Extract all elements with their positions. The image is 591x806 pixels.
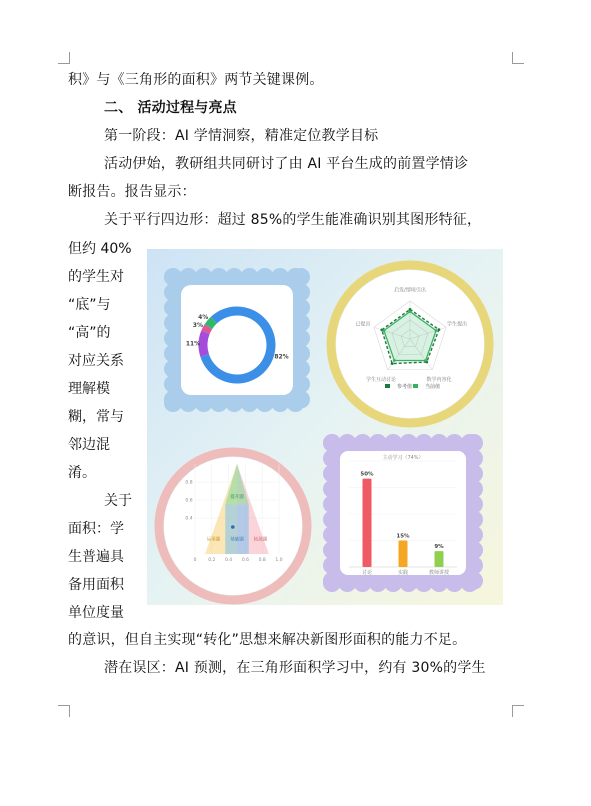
paragraph-line: 的意识，但自主实现“转化”思想来解决新图形面积的能力不足。 xyxy=(68,632,467,648)
side-text-line: 的学生对 xyxy=(68,269,124,285)
side-text-line: 理解模 xyxy=(68,381,110,397)
donut-label: 4% xyxy=(198,313,209,321)
crop-mark-top-left xyxy=(58,52,70,64)
bar-data-label: 15% xyxy=(396,533,410,540)
radar-point xyxy=(435,329,438,332)
y-tick-label: 0.8 xyxy=(185,480,193,486)
side-text-line: “高”的 xyxy=(68,325,111,341)
stage-title: 第一阶段：AI 学情洞察，精准定位教学目标 xyxy=(104,128,379,144)
panel-triangle xyxy=(159,452,307,600)
infographic-figure xyxy=(147,249,503,605)
region-label: 运用题 xyxy=(206,537,221,543)
x-tick-label: 讨论 xyxy=(361,570,373,576)
y-tick-label: 0.4 xyxy=(185,516,193,522)
legend-label: 参考值 xyxy=(397,384,413,390)
crop-mark-bottom-right xyxy=(512,705,524,717)
legend-swatch xyxy=(385,384,390,388)
panel-donut xyxy=(164,268,310,412)
bar xyxy=(363,479,372,567)
radar-axis-label: 启发/情境引出 xyxy=(394,287,426,294)
x-tick-label: 0 xyxy=(193,558,197,563)
panel-radar xyxy=(331,265,489,423)
paragraph-line: 断报告。报告显示： xyxy=(68,184,196,200)
region-label: 拓展题 xyxy=(253,537,268,543)
y-tick-label: 0.6 xyxy=(185,498,193,504)
x-tick-label: 0.2 xyxy=(208,558,216,563)
paragraph-line: 关于平行四边形：超过 85%的学生能准确识别其图形特征， xyxy=(104,212,482,228)
legend-swatch xyxy=(413,384,418,388)
radar-point xyxy=(393,359,396,362)
paragraph-line: 潜在误区：AI 预测，在三角形面积学习中，约有 30%的学生 xyxy=(104,660,486,676)
radar-axis-label: 学生提出 xyxy=(446,321,467,328)
side-text-line: 备用面积 xyxy=(68,577,124,593)
radar-point xyxy=(438,328,441,331)
donut-label: 11% xyxy=(185,340,201,348)
x-tick-label: 0.6 xyxy=(241,558,249,563)
x-tick-label: 0.4 xyxy=(225,558,233,563)
scatter-point xyxy=(231,525,235,529)
side-text-line: 关于 xyxy=(104,493,132,509)
side-text-line: 生普遍具 xyxy=(68,549,124,565)
radar-axis-label: 已提出 xyxy=(355,321,371,328)
triangle-region xyxy=(225,505,249,555)
bar xyxy=(399,541,408,568)
chart-title: 主动学习（74%） xyxy=(382,455,424,461)
region-label: 基础题 xyxy=(230,537,244,543)
side-text-line: 糊，常与 xyxy=(68,409,124,425)
crop-mark-bottom-left xyxy=(58,705,70,717)
donut-slice xyxy=(205,327,208,333)
radar-point xyxy=(424,359,427,362)
bar-data-label: 50% xyxy=(360,471,374,478)
side-text-line: 面积：学 xyxy=(68,521,124,537)
radar-axis-label: 学生互动讨论 xyxy=(365,376,396,383)
side-text-line: 但约 40% xyxy=(68,241,132,257)
bar-data-label: 9% xyxy=(434,544,444,551)
legend-label: 当前值 xyxy=(425,384,441,390)
side-text-line: 淆。 xyxy=(68,465,96,481)
donut-label: 82% xyxy=(274,353,289,361)
section-heading: 二、 活动过程与亮点 xyxy=(104,100,237,116)
region-label: 提升题 xyxy=(230,495,244,501)
text-line: 积》与《三角形的面积》两节关键课例。 xyxy=(68,72,324,88)
radar-point xyxy=(391,362,394,365)
radar-point xyxy=(409,310,412,313)
paragraph-line: 活动伊始，教研组共同研讨了由 AI 平台生成的前置学情诊 xyxy=(104,156,469,172)
radar-axis-label: 数学内容化 xyxy=(426,376,452,383)
side-text-line: 单位度量 xyxy=(68,605,124,621)
donut-label: 3% xyxy=(192,321,203,329)
side-text-line: “底”与 xyxy=(68,297,111,313)
x-tick-label: 实践 xyxy=(397,570,409,576)
radar-point xyxy=(383,329,386,332)
side-text-line: 对应关系 xyxy=(68,353,124,369)
x-tick-label: 0.8 xyxy=(258,558,266,563)
bar xyxy=(435,551,444,567)
x-tick-label: 1.0 xyxy=(275,558,283,563)
crop-mark-top-right xyxy=(512,52,524,64)
side-text-line: 邻边混 xyxy=(68,437,110,453)
donut-slice xyxy=(203,332,205,355)
donut-slice xyxy=(208,320,213,327)
x-tick-label: 教师讲授 xyxy=(428,570,450,576)
panel-bar xyxy=(323,434,483,592)
